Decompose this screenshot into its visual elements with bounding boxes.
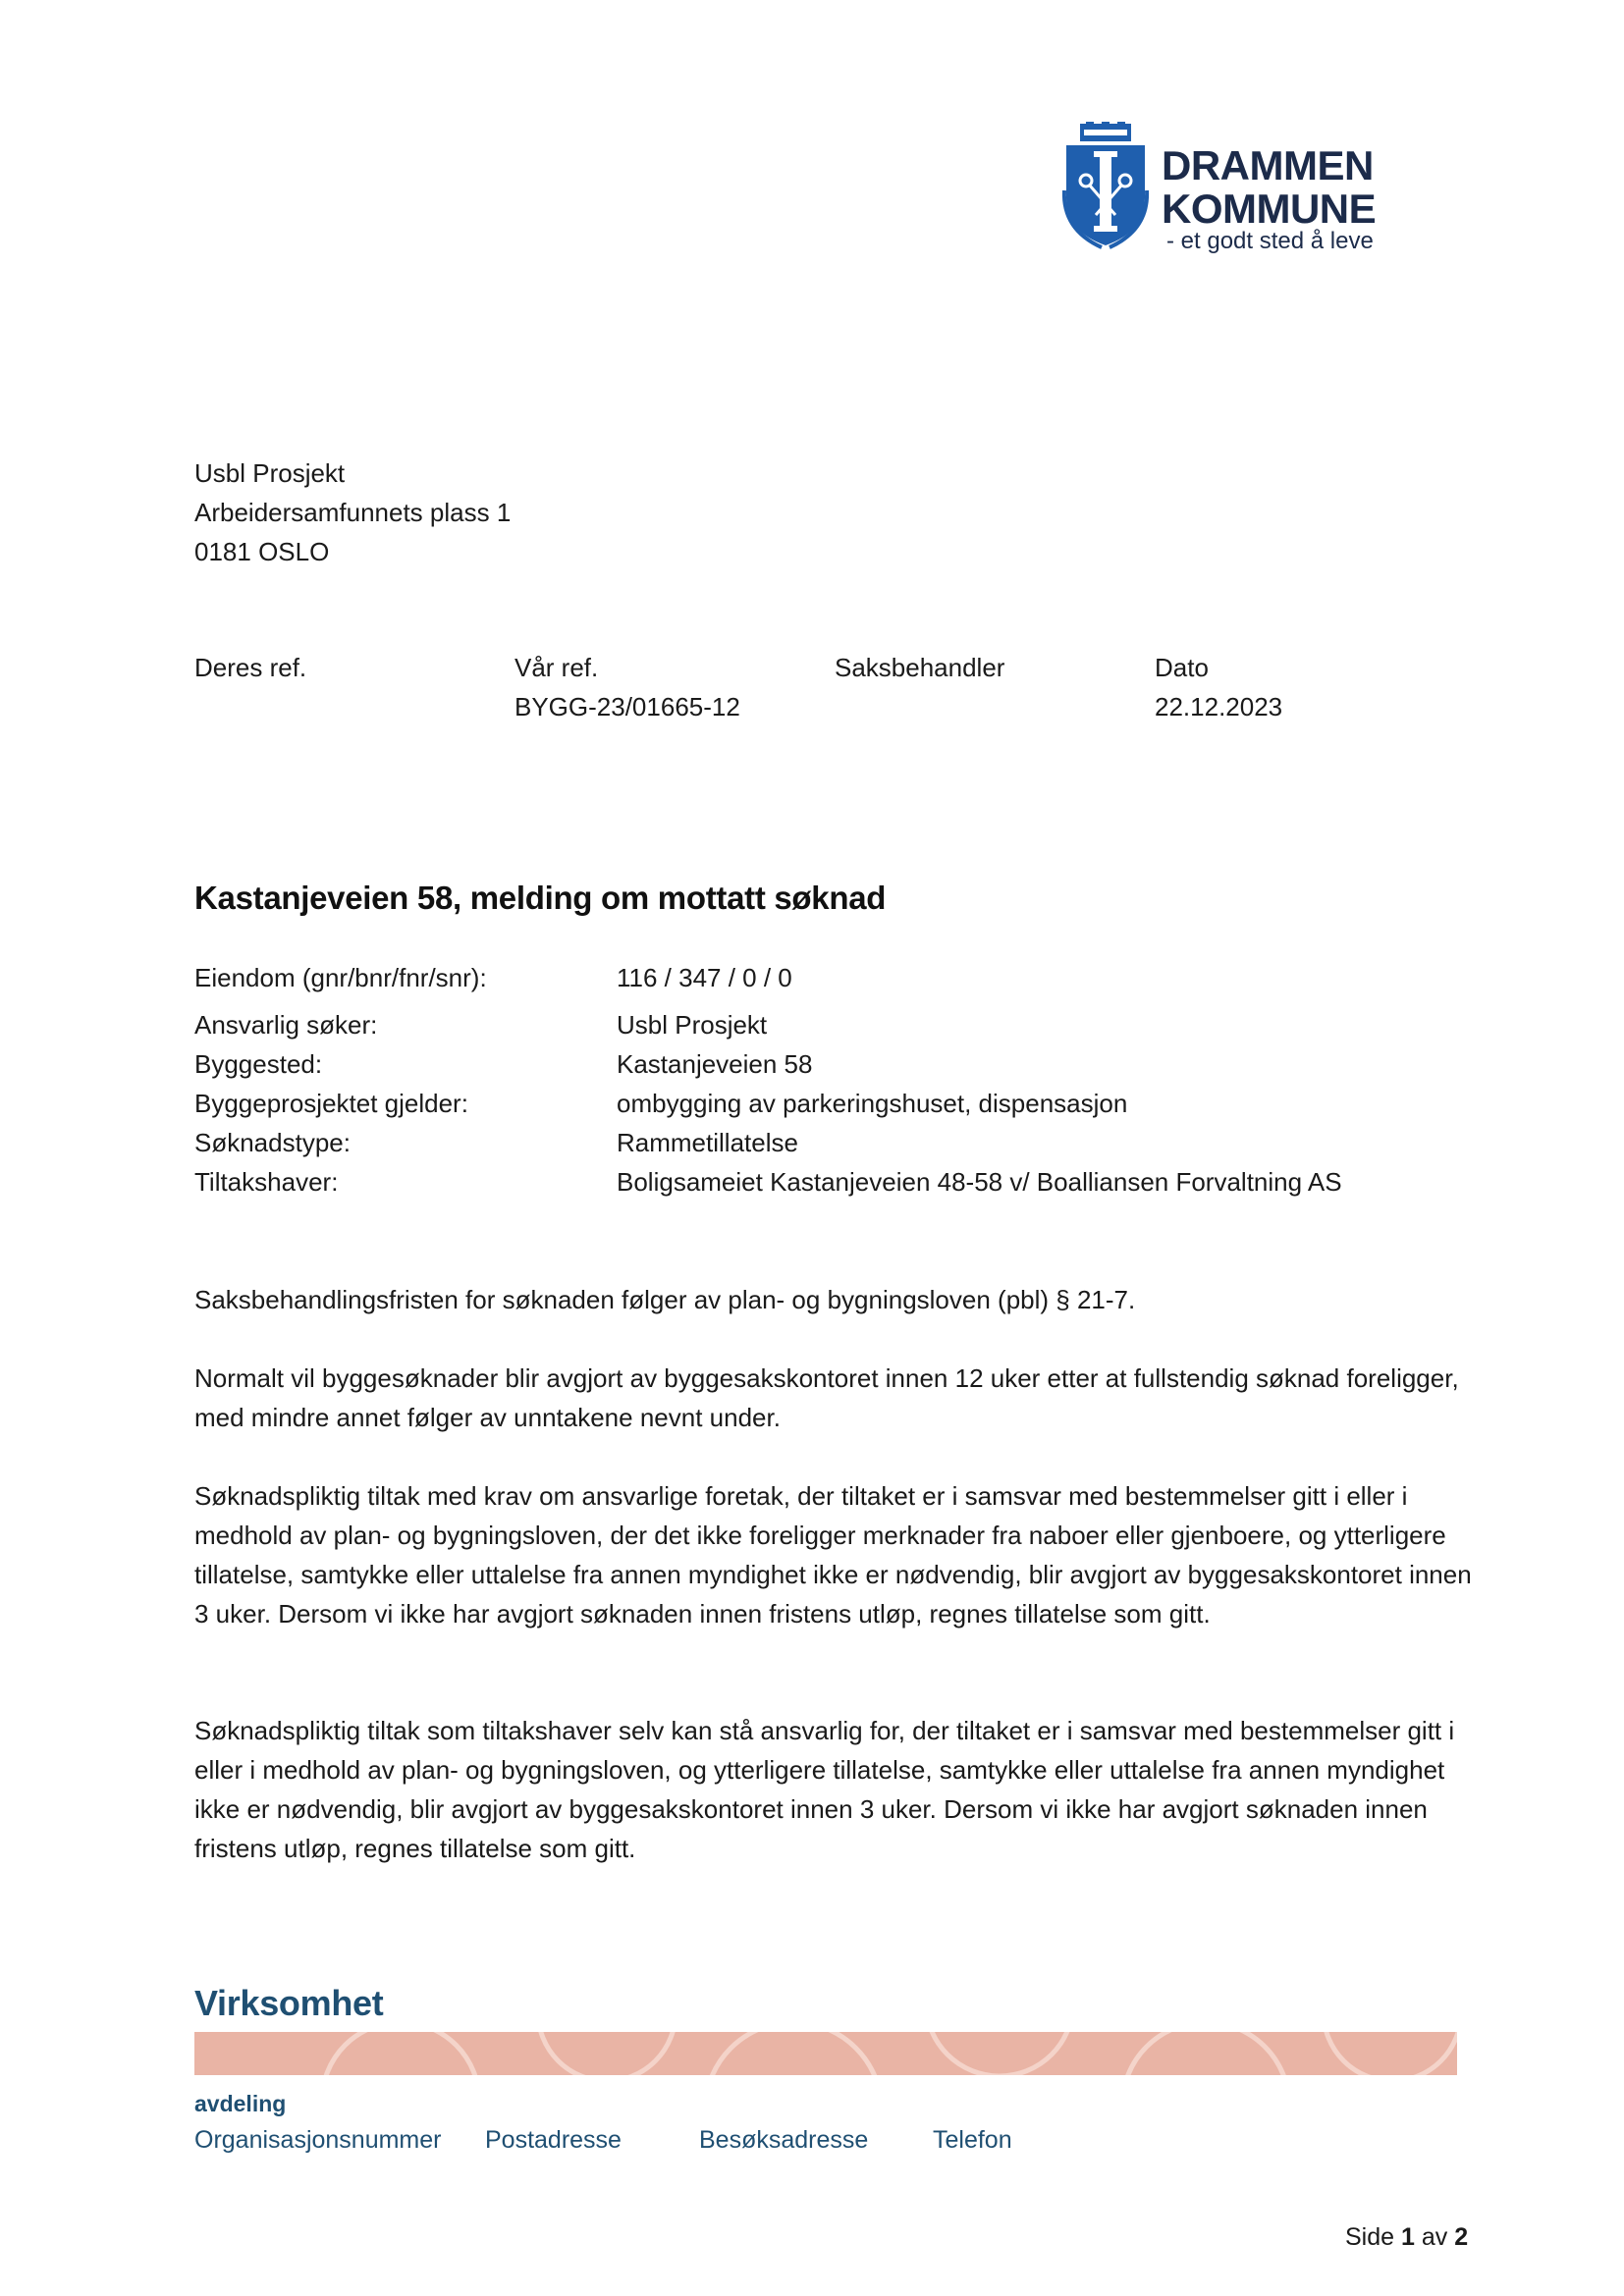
paragraph-1: Saksbehandlingsfristen for søknaden følger av plan- og bygningsloven (pbl) § 21-7. [194,1285,1136,1314]
recipient-city: 0181 OSLO [194,537,330,566]
footer-decorative-band [194,2032,1457,2075]
footer-org-name: Virksomhet [194,1983,384,2023]
dato-value: 22.12.2023 [1155,692,1283,721]
footer-department: avdeling [194,2091,287,2116]
page-prefix: Side [1345,2223,1395,2251]
footer-org-number-label: Organisasjonsnummer [194,2126,442,2154]
recipient-street: Arbeidersamfunnets plass 1 [194,498,512,527]
info-value-byggested: Kastanjeveien 58 [617,1049,813,1079]
info-label-byggested: Byggested: [194,1049,323,1079]
info-label-soknadstype: Søknadstype: [194,1128,351,1157]
var-ref-label: Vår ref. [514,653,599,682]
info-label-tiltakshaver: Tiltakshaver: [194,1167,339,1197]
info-label-eiendom: Eiendom (gnr/bnr/fnr/snr): [194,963,487,992]
logo-text-kommune: KOMMUNE [1162,186,1377,232]
paragraph-4: Søknadspliktig tiltak som tiltakshaver selv kan stå ansvarlig for, der tiltaket er i samsvar med bestemmelser gitt i eller i medhold av plan- og bygningsloven, og ytterligere tillatelse, samtykke eller uttalelse fra annen myndighet ikke er nødvendig, blir avgjort av byggesakskontoret innen 3 uker. Dersom vi ikke har avgjort søknaden innen fristens utløp, regnes tillatelse som gitt. [194,1716,1455,1863]
page-separator: av [1421,2223,1448,2251]
recipient-name: Usbl Prosjekt [194,458,346,488]
logo-tagline: - et godt sted å leve [1166,228,1374,254]
page-number [1345,2223,1468,2252]
drammen-kommune-logo [1056,120,1410,257]
page-current: 1 [1401,2223,1415,2251]
info-value-soknadstype: Rammetillatelse [617,1128,798,1157]
footer-besoksadresse-label: Besøksadresse [699,2126,869,2154]
letter-title: Kastanjeveien 58, melding om mottatt søknad [194,880,887,916]
info-label-ansvarlig-soker: Ansvarlig søker: [194,1010,378,1040]
deres-ref-label: Deres ref. [194,653,307,682]
var-ref-value: BYGG-23/01665-12 [514,692,740,721]
footer-telefon-label: Telefon [933,2126,1012,2154]
saksbehandler-label: Saksbehandler [835,653,1005,682]
page-total: 2 [1454,2223,1469,2251]
info-value-tiltakshaver: Boligsameiet Kastanjeveien 48-58 v/ Boalliansen Forvaltning AS [617,1167,1342,1197]
info-value-eiendom: 116 / 347 / 0 / 0 [617,963,792,992]
coat-of-arms-icon [1056,122,1155,251]
logo-text-drammen: DRAMMEN [1162,142,1374,188]
paragraph-3: Søknadspliktig tiltak med krav om ansvarlige foretak, der tiltaket er i samsvar med bestemmelser gitt i eller i medhold av plan- og bygningsloven, der det ikke foreligger merknader fra naboer eller gjenboere, og ytterligere tillatelse, samtykke eller uttalelse fra annen myndighet ikke er nødvendig, blir avgjort av byggesakskontoret innen 3 uker. Dersom vi ikke har avgjort søknaden innen fristens utløp, regnes tillatelse som gitt. [194,1481,1472,1629]
info-value-ansvarlig-soker: Usbl Prosjekt [617,1010,768,1040]
info-value-byggeprosjekt: ombygging av parkeringshuset, dispensasjon [617,1089,1128,1118]
info-label-byggeprosjekt: Byggeprosjektet gjelder: [194,1089,468,1118]
footer-wave-pattern-icon [194,2032,1457,2075]
footer-postadresse-label: Postadresse [485,2126,622,2154]
paragraph-2: Normalt vil byggesøknader blir avgjort av byggesakskontoret innen 12 uker etter at fullstendig søknad foreligger, med mindre annet følger av unntakene nevnt under. [194,1363,1459,1432]
dato-label: Dato [1155,653,1209,682]
